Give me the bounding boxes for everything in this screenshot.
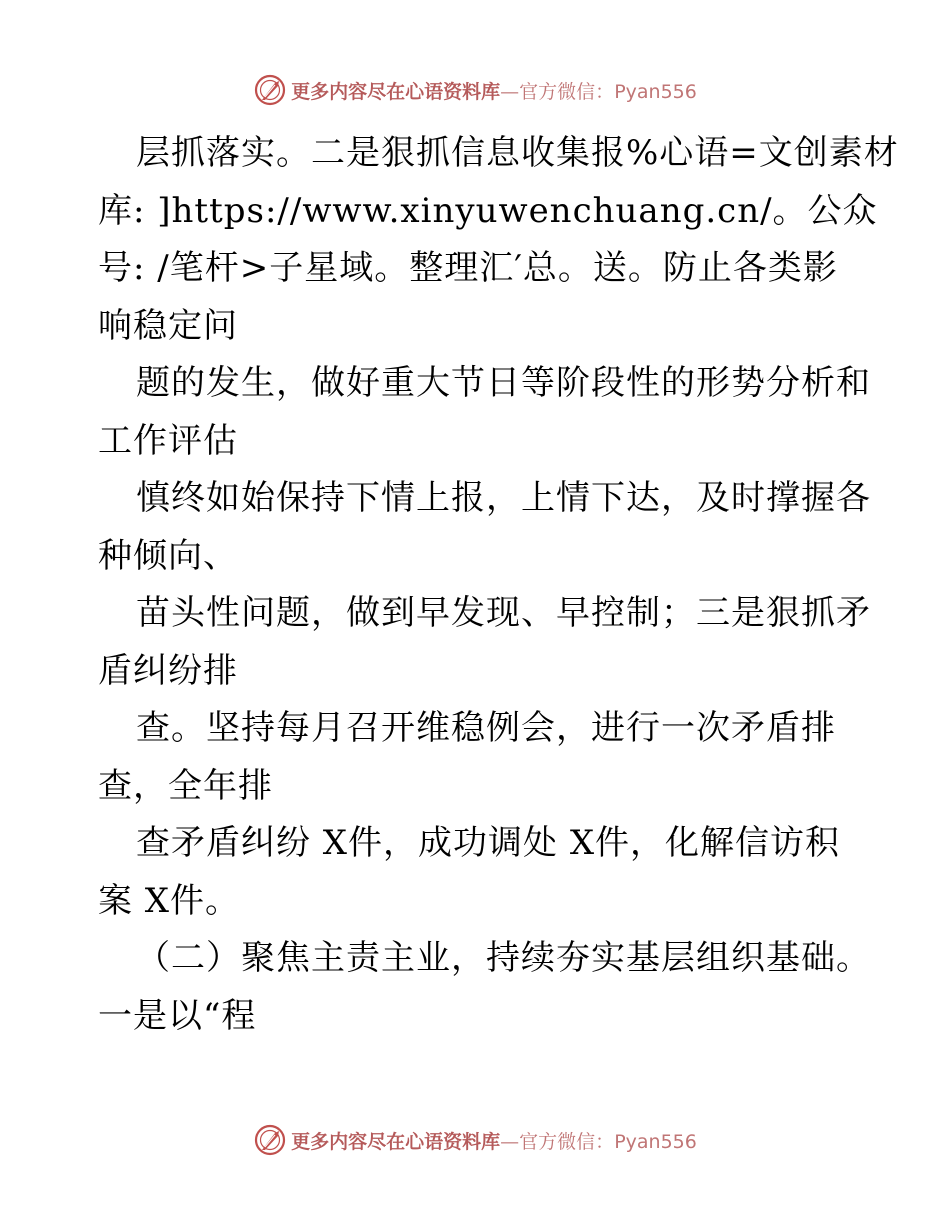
footer-wechat-id: Pyan556	[614, 1130, 697, 1153]
header-banner-content	[253, 73, 697, 107]
header-banner	[0, 70, 950, 110]
footer-wechat-label: 官方微信：	[519, 1130, 615, 1153]
header-wechat-id: Pyan556	[614, 80, 697, 103]
header-wechat-label: 官方微信：	[519, 80, 615, 103]
body-line: 工作评估	[98, 420, 238, 461]
body-line: 层抓落实。二是狠抓信息收集报%心语=文创素材	[136, 133, 899, 173]
body-line: 查矛盾纠纷 X件，成功调处 X件，化解信访积	[136, 823, 841, 863]
body-line: 查，全年排	[98, 765, 273, 806]
body-line: 号: /笔杆>子星域。整理汇′总。送。防止各类影	[98, 248, 838, 288]
body-line: （二）聚焦主责主业，持续夯实基层组织基础。	[136, 938, 871, 978]
footer-banner	[0, 1120, 950, 1160]
footer-site-text: 更多内容尽在心语资料库	[291, 1130, 501, 1153]
footer-banner-text	[291, 1127, 697, 1154]
header-banner-text	[291, 77, 697, 104]
body-line: 题的发生，做好重大节日等阶段性的形势分析和	[136, 363, 871, 403]
body-line: 库: ]https://www.xinyuwenchuang.cn/。公众	[98, 190, 878, 231]
body-line: 响稳定问	[98, 305, 238, 346]
body-line: 慎终如始保持下情上报，上情下达，及时撑握各	[136, 478, 871, 518]
header-site-text: 更多内容尽在心语资料库	[291, 80, 501, 103]
footer-banner-content	[253, 1123, 697, 1157]
document-body	[98, 125, 899, 1045]
quill-logo-icon	[253, 1123, 287, 1157]
body-line: 盾纠纷排	[98, 650, 238, 691]
quill-logo-icon	[253, 73, 287, 107]
body-line: 查。坚持每月召开维稳例会，进行一次矛盾排	[136, 708, 836, 748]
footer-separator: —	[500, 1130, 520, 1153]
body-line: 种倾向、	[98, 535, 238, 576]
body-line: 苗头性问题，做到早发现、早控制；三是狠抓矛	[136, 593, 871, 633]
header-separator: —	[500, 80, 520, 103]
body-line: 案 X件。	[98, 880, 241, 921]
body-line: 一是以“程	[98, 995, 257, 1036]
